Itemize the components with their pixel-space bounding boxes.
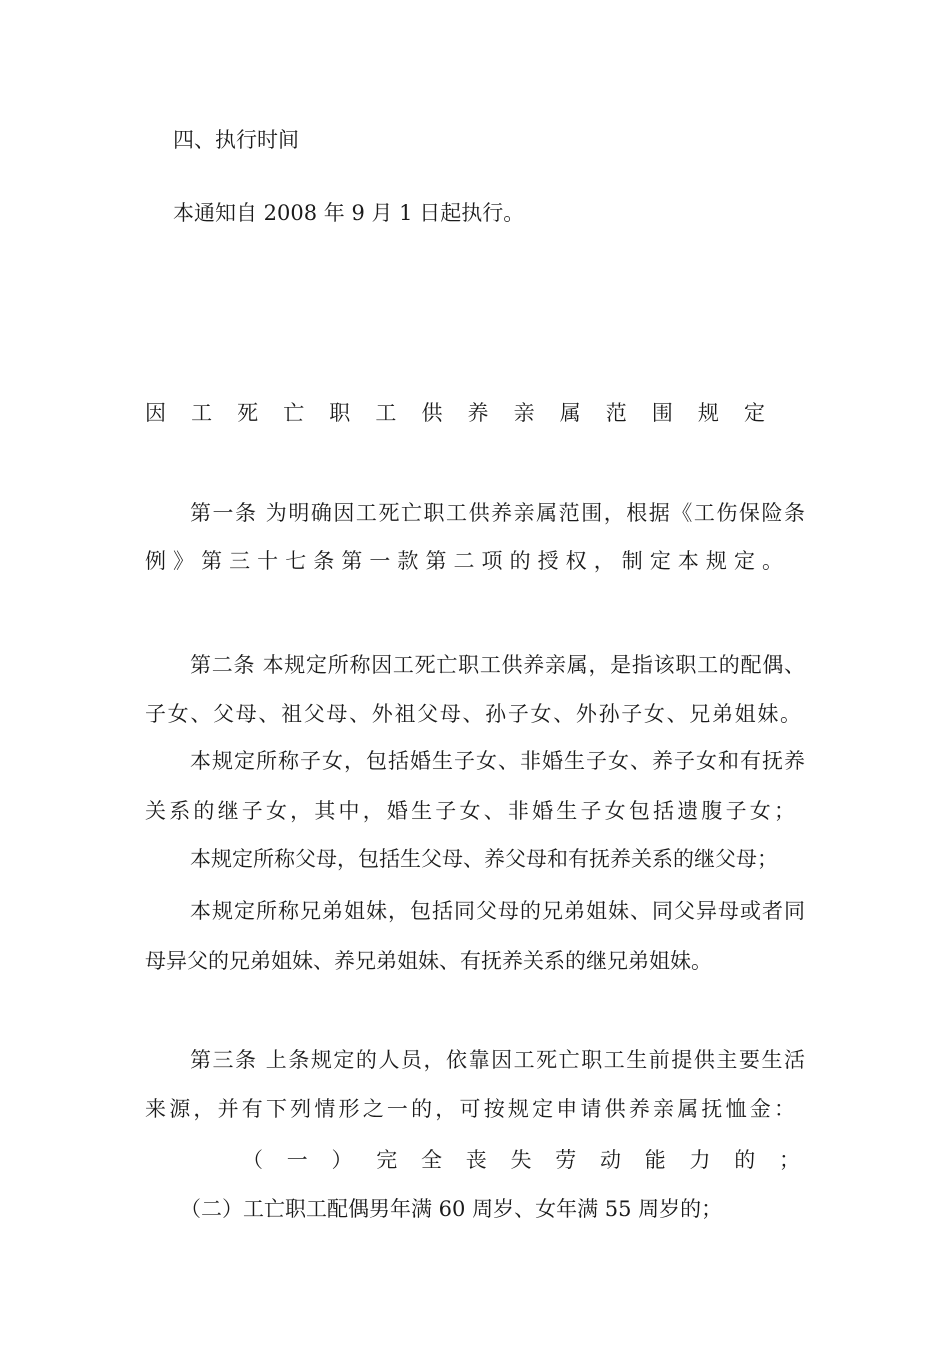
article2-line2: 子女、父母、祖父母、外祖父母、孙子女、外孙子女、兄弟姐妹。: [145, 702, 801, 726]
article2-para2-line2: 关系的继子女，其中，婚生子女、非婚生子女包括遗腹子女；: [145, 799, 795, 823]
section-heading: 四、执行时间: [173, 128, 299, 152]
article1-line1: 第一条 为明确因工死亡职工供养亲属范围，根据《工伤保险条: [190, 501, 805, 525]
article1-line2: 例》第三十七条第一款第二项的授权，制定本规定。: [145, 549, 783, 573]
execution-date-text: 本通知自 2008 年 9 月 1 日起执行。: [173, 201, 525, 225]
article3-line2: 来源，并有下列情形之一的，可按规定申请供养亲属抚恤金：: [145, 1097, 795, 1121]
article2-para4-line2: 母异父的兄弟姐妹、养兄弟姐妹、有抚养关系的继兄弟姐妹。: [145, 949, 712, 973]
article2-para4-line1: 本规定所称兄弟姐妹，包括同父母的兄弟姐妹、同父异母或者同: [190, 899, 805, 923]
regulation-title: 因 工 死 亡 职 工 供 养 亲 属 范 围 规 定: [145, 401, 765, 425]
article3-item1: （ 一 ） 完 全 丧 失 劳 动 能 力 的 ；: [242, 1148, 800, 1172]
article3-line1: 第三条 上条规定的人员，依靠因工死亡职工生前提供主要生活: [190, 1048, 805, 1072]
article2-para2-line1: 本规定所称子女，包括婚生子女、非婚生子女、养子女和有抚养: [190, 749, 805, 773]
article3-item2: （二）工亡职工配偶男年满 60 周岁、女年满 55 周岁的；: [180, 1197, 723, 1221]
article2-para3: 本规定所称父母，包括生父母、养父母和有抚养关系的继父母；: [190, 847, 778, 871]
article2-line1: 第二条 本规定所称因工死亡职工供养亲属，是指该职工的配偶、: [190, 653, 805, 677]
